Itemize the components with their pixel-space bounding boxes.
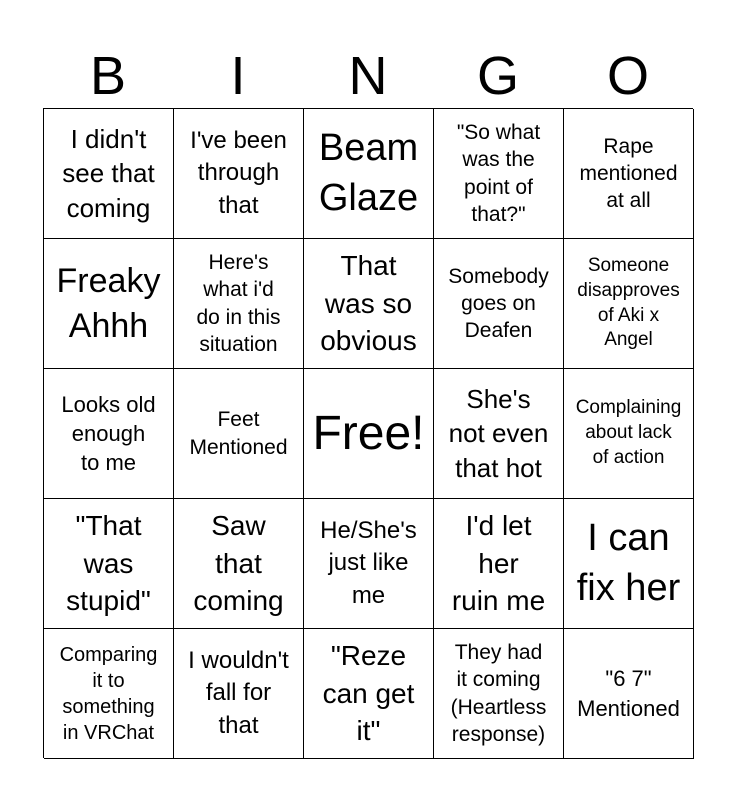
bingo-cell[interactable]: They had it coming (Heartless response)	[434, 629, 564, 759]
bingo-cell[interactable]: "That was stupid"	[44, 499, 174, 629]
header-letter-n: N	[348, 46, 388, 106]
header-letter-i: I	[230, 46, 246, 106]
bingo-cell[interactable]: Comparing it to something in VRChat	[44, 629, 174, 759]
bingo-cell[interactable]: That was so obvious	[304, 239, 434, 369]
bingo-cell[interactable]: She's not even that hot	[434, 369, 564, 499]
header-letter-o: O	[606, 46, 649, 106]
header-letter-g: G	[476, 46, 519, 106]
bingo-cell[interactable]: Here's what i'd do in this situation	[174, 239, 304, 369]
bingo-cell[interactable]: I didn't see that coming	[44, 109, 174, 239]
bingo-cell[interactable]: Somebody goes on Deafen	[434, 239, 564, 369]
bingo-cell[interactable]: "6 7" Mentioned	[564, 629, 694, 759]
bingo-free-space[interactable]: Free!	[304, 369, 434, 499]
bingo-cell[interactable]: Looks old enough to me	[44, 369, 174, 499]
bingo-grid	[43, 108, 693, 758]
bingo-cell[interactable]: Rape mentioned at all	[564, 109, 694, 239]
bingo-cell[interactable]: Freaky Ahhh	[44, 239, 174, 369]
bingo-cell[interactable]: He/She's just like me	[304, 499, 434, 629]
bingo-cell[interactable]: Beam Glaze	[304, 109, 434, 239]
bingo-cell[interactable]: "Reze can get it"	[304, 629, 434, 759]
header-letter-b: B	[89, 46, 127, 106]
bingo-cell[interactable]: I wouldn't fall for that	[174, 629, 304, 759]
bingo-cell[interactable]: Someone disapproves of Aki x Angel	[564, 239, 694, 369]
bingo-cell[interactable]: I'd let her ruin me	[434, 499, 564, 629]
bingo-cell[interactable]: Complaining about lack of action	[564, 369, 694, 499]
bingo-cell[interactable]: Feet Mentioned	[174, 369, 304, 499]
bingo-cell[interactable]: I've been through that	[174, 109, 304, 239]
bingo-cell[interactable]: "So what was the point of that?"	[434, 109, 564, 239]
bingo-cell[interactable]: Saw that coming	[174, 499, 304, 629]
bingo-cell[interactable]: I can fix her	[564, 499, 694, 629]
bingo-header	[43, 44, 693, 108]
